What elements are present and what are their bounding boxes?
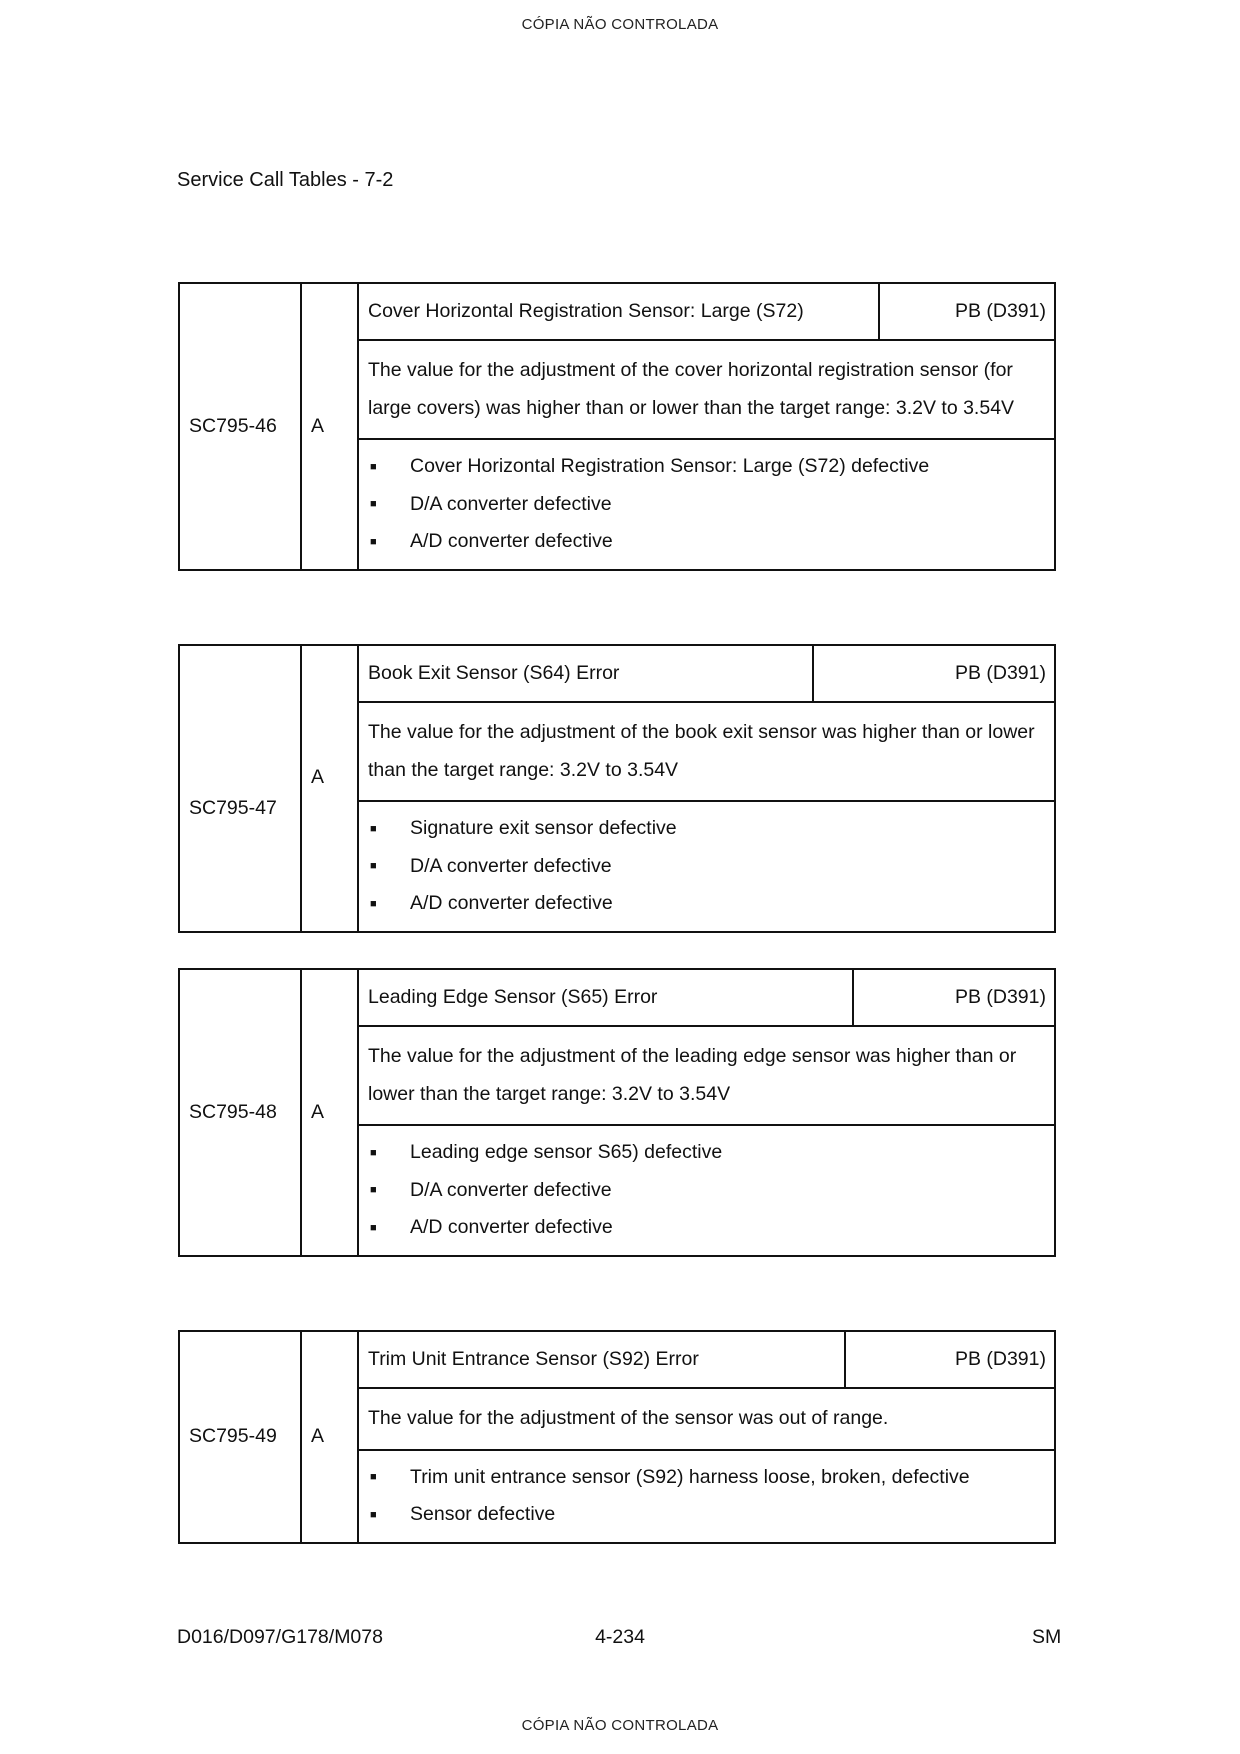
bullet-icon: ■ bbox=[370, 535, 377, 548]
cause-item bbox=[368, 1209, 1045, 1247]
cause-item bbox=[368, 848, 1045, 886]
sc-table-795-49 bbox=[178, 1330, 1056, 1544]
sc-board: PB (D391) bbox=[879, 283, 1055, 340]
cause-item bbox=[368, 523, 1045, 561]
bullet-icon: ■ bbox=[370, 460, 377, 473]
bullet-icon: ■ bbox=[370, 1508, 377, 1521]
cause-text: Leading edge sensor S65) defective bbox=[410, 1141, 723, 1164]
section-title: Service Call Tables - 7-2 bbox=[177, 169, 394, 191]
bullet-icon: ■ bbox=[370, 1471, 377, 1484]
bullet-icon: ■ bbox=[370, 1146, 377, 1159]
sc-board: PB (D391) bbox=[853, 969, 1055, 1026]
sc-description: The value for the adjustment of the sensor was out of range. bbox=[358, 1388, 1055, 1450]
sc-table-795-46 bbox=[178, 282, 1056, 571]
cause-item bbox=[368, 448, 1045, 486]
sc-causes bbox=[358, 801, 1055, 932]
sc-table-795-48 bbox=[178, 968, 1056, 1257]
bullet-icon: ■ bbox=[370, 897, 377, 910]
sc-causes bbox=[358, 1125, 1055, 1256]
sc-level: A bbox=[301, 645, 358, 932]
sc-title: Leading Edge Sensor (S65) Error bbox=[358, 969, 853, 1026]
sc-level: A bbox=[301, 1331, 358, 1543]
cause-text: D/A converter defective bbox=[410, 854, 612, 877]
cause-text: A/D converter defective bbox=[410, 892, 613, 915]
sc-code: SC795-46 bbox=[179, 283, 301, 570]
bullet-icon: ■ bbox=[370, 1221, 377, 1234]
bullet-icon: ■ bbox=[370, 822, 377, 835]
cause-item bbox=[368, 1496, 1045, 1534]
bullet-icon: ■ bbox=[370, 1184, 377, 1197]
sc-level: A bbox=[301, 969, 358, 1256]
sc-causes bbox=[358, 1450, 1055, 1543]
sc-code: SC795-47 bbox=[179, 645, 301, 932]
cause-text: Cover Horizontal Registration Sensor: Large (S72) defective bbox=[410, 455, 930, 478]
sc-code: SC795-48 bbox=[179, 969, 301, 1256]
cause-text: A/D converter defective bbox=[410, 1216, 613, 1239]
cause-text: Sensor defective bbox=[410, 1503, 556, 1526]
cause-text: A/D converter defective bbox=[410, 530, 613, 553]
sc-title: Cover Horizontal Registration Sensor: Large (S72) bbox=[358, 283, 879, 340]
cause-text: D/A converter defective bbox=[410, 492, 612, 515]
watermark-top: CÓPIA NÃO CONTROLADA bbox=[521, 16, 719, 33]
sc-causes bbox=[358, 439, 1055, 570]
cause-text: Trim unit entrance sensor (S92) harness loose, broken, defective bbox=[410, 1465, 970, 1488]
footer-manual: SM bbox=[1032, 1626, 1062, 1648]
footer-page-number: 4-234 bbox=[595, 1626, 645, 1648]
sc-description: The value for the adjustment of the cover horizontal registration sensor (for large covers) was higher than or lower than the target range: 3.2V to 3.54V bbox=[358, 340, 1055, 439]
sc-description: The value for the adjustment of the book exit sensor was higher than or lower than the target range: 3.2V to 3.54V bbox=[358, 702, 1055, 801]
sc-board: PB (D391) bbox=[813, 645, 1055, 702]
cause-item bbox=[368, 810, 1045, 848]
sc-table-795-47 bbox=[178, 644, 1056, 933]
cause-item bbox=[368, 1172, 1045, 1210]
sc-board: PB (D391) bbox=[845, 1331, 1055, 1388]
sc-code: SC795-49 bbox=[179, 1331, 301, 1543]
cause-text: D/A converter defective bbox=[410, 1178, 612, 1201]
bullet-icon: ■ bbox=[370, 498, 377, 511]
cause-item bbox=[368, 1134, 1045, 1172]
watermark-bottom: CÓPIA NÃO CONTROLADA bbox=[521, 1717, 719, 1734]
cause-item bbox=[368, 1459, 1045, 1497]
sc-title: Book Exit Sensor (S64) Error bbox=[358, 645, 813, 702]
cause-item bbox=[368, 885, 1045, 923]
sc-title: Trim Unit Entrance Sensor (S92) Error bbox=[358, 1331, 845, 1388]
cause-text: Signature exit sensor defective bbox=[410, 817, 677, 840]
sc-level: A bbox=[301, 283, 358, 570]
footer-model: D016/D097/G178/M078 bbox=[177, 1626, 383, 1648]
sc-description: The value for the adjustment of the leading edge sensor was higher than or lower than the target range: 3.2V to 3.54V bbox=[358, 1026, 1055, 1125]
bullet-icon: ■ bbox=[370, 860, 377, 873]
cause-item bbox=[368, 486, 1045, 524]
